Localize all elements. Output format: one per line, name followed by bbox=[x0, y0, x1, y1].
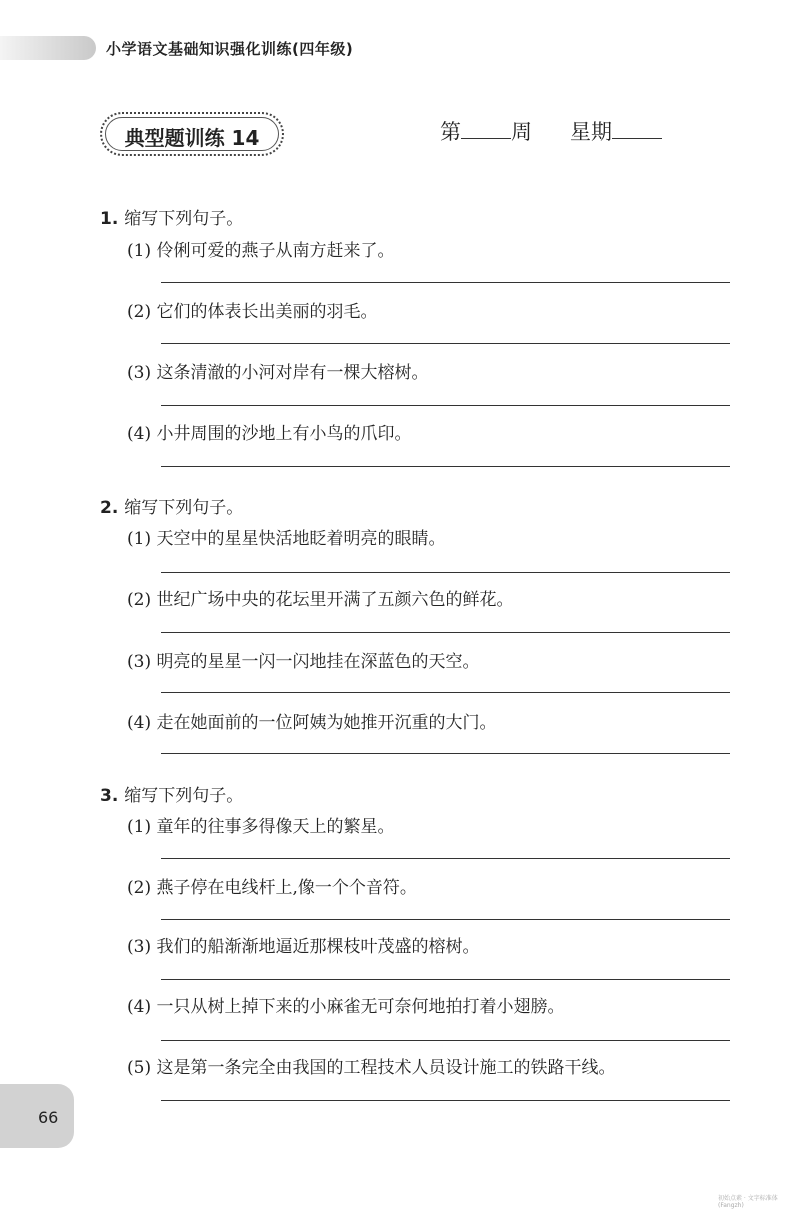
footer-mark: 初始点素 · 文字标准体 (Fangzh) bbox=[718, 1195, 778, 1209]
question-item: (2) 燕子停在电线杆上,像一个个音符。 bbox=[127, 878, 417, 898]
answer-line[interactable] bbox=[161, 343, 730, 344]
question-item: (4) 一只从树上掉下来的小麻雀无可奈何地拍打着小翅膀。 bbox=[127, 997, 565, 1017]
header-decoration bbox=[0, 36, 96, 60]
question-item: (3) 明亮的星星一闪一闪地挂在深蓝色的天空。 bbox=[127, 652, 480, 672]
question-item: (3) 这条清澈的小河对岸有一棵大榕树。 bbox=[127, 363, 429, 383]
answer-line[interactable] bbox=[161, 632, 730, 633]
lesson-title: 典型题训练 14 bbox=[124, 126, 260, 150]
question-item: (4) 走在她面前的一位阿姨为她推开沉重的大门。 bbox=[127, 713, 497, 733]
question-item: (2) 世纪广场中央的花坛里开满了五颜六色的鲜花。 bbox=[127, 590, 514, 610]
question-item: (5) 这是第一条完全由我国的工程技术人员设计施工的铁路干线。 bbox=[127, 1058, 616, 1078]
question-item: (1) 伶俐可爱的燕子从南方赶来了。 bbox=[127, 241, 395, 261]
question-item: (4) 小井周围的沙地上有小鸟的爪印。 bbox=[127, 424, 412, 444]
question-item: (1) 天空中的星星快活地眨着明亮的眼睛。 bbox=[127, 529, 446, 549]
book-title: 小学语文基础知识强化训练(四年级) bbox=[106, 40, 354, 58]
question-3 bbox=[100, 781, 243, 806]
answer-line[interactable] bbox=[161, 753, 730, 754]
question-item: (3) 我们的船渐渐地逼近那棵枝叶茂盛的榕树。 bbox=[127, 937, 480, 957]
page-number: 66 bbox=[38, 1108, 59, 1127]
answer-line[interactable] bbox=[161, 572, 730, 573]
answer-line[interactable] bbox=[161, 858, 730, 859]
week-blank[interactable] bbox=[461, 116, 511, 139]
answer-line[interactable] bbox=[161, 1100, 730, 1101]
answer-line[interactable] bbox=[161, 692, 730, 693]
lesson-badge bbox=[100, 112, 284, 156]
question-prompt: 缩写下列句子。 bbox=[124, 209, 244, 229]
week-prefix: 第 bbox=[440, 120, 461, 144]
week-label: 周 bbox=[511, 120, 532, 144]
answer-line[interactable] bbox=[161, 1040, 730, 1041]
week-day-field bbox=[440, 116, 662, 146]
question-item: (1) 童年的往事多得像天上的繁星。 bbox=[127, 817, 395, 837]
answer-line[interactable] bbox=[161, 405, 730, 406]
question-item: (2) 它们的体表长出美丽的羽毛。 bbox=[127, 302, 378, 322]
question-prompt: 缩写下列句子。 bbox=[124, 786, 244, 806]
answer-line[interactable] bbox=[161, 282, 730, 283]
day-label: 星期 bbox=[570, 120, 612, 144]
day-blank[interactable] bbox=[612, 116, 662, 139]
question-2 bbox=[100, 493, 243, 518]
answer-line[interactable] bbox=[161, 919, 730, 920]
answer-line[interactable] bbox=[161, 466, 730, 467]
page-number-tab bbox=[0, 1084, 74, 1148]
question-number: 1. bbox=[100, 209, 119, 229]
question-number: 2. bbox=[100, 498, 119, 518]
question-1 bbox=[100, 204, 243, 229]
answer-line[interactable] bbox=[161, 979, 730, 980]
question-number: 3. bbox=[100, 786, 119, 806]
question-prompt: 缩写下列句子。 bbox=[124, 498, 244, 518]
